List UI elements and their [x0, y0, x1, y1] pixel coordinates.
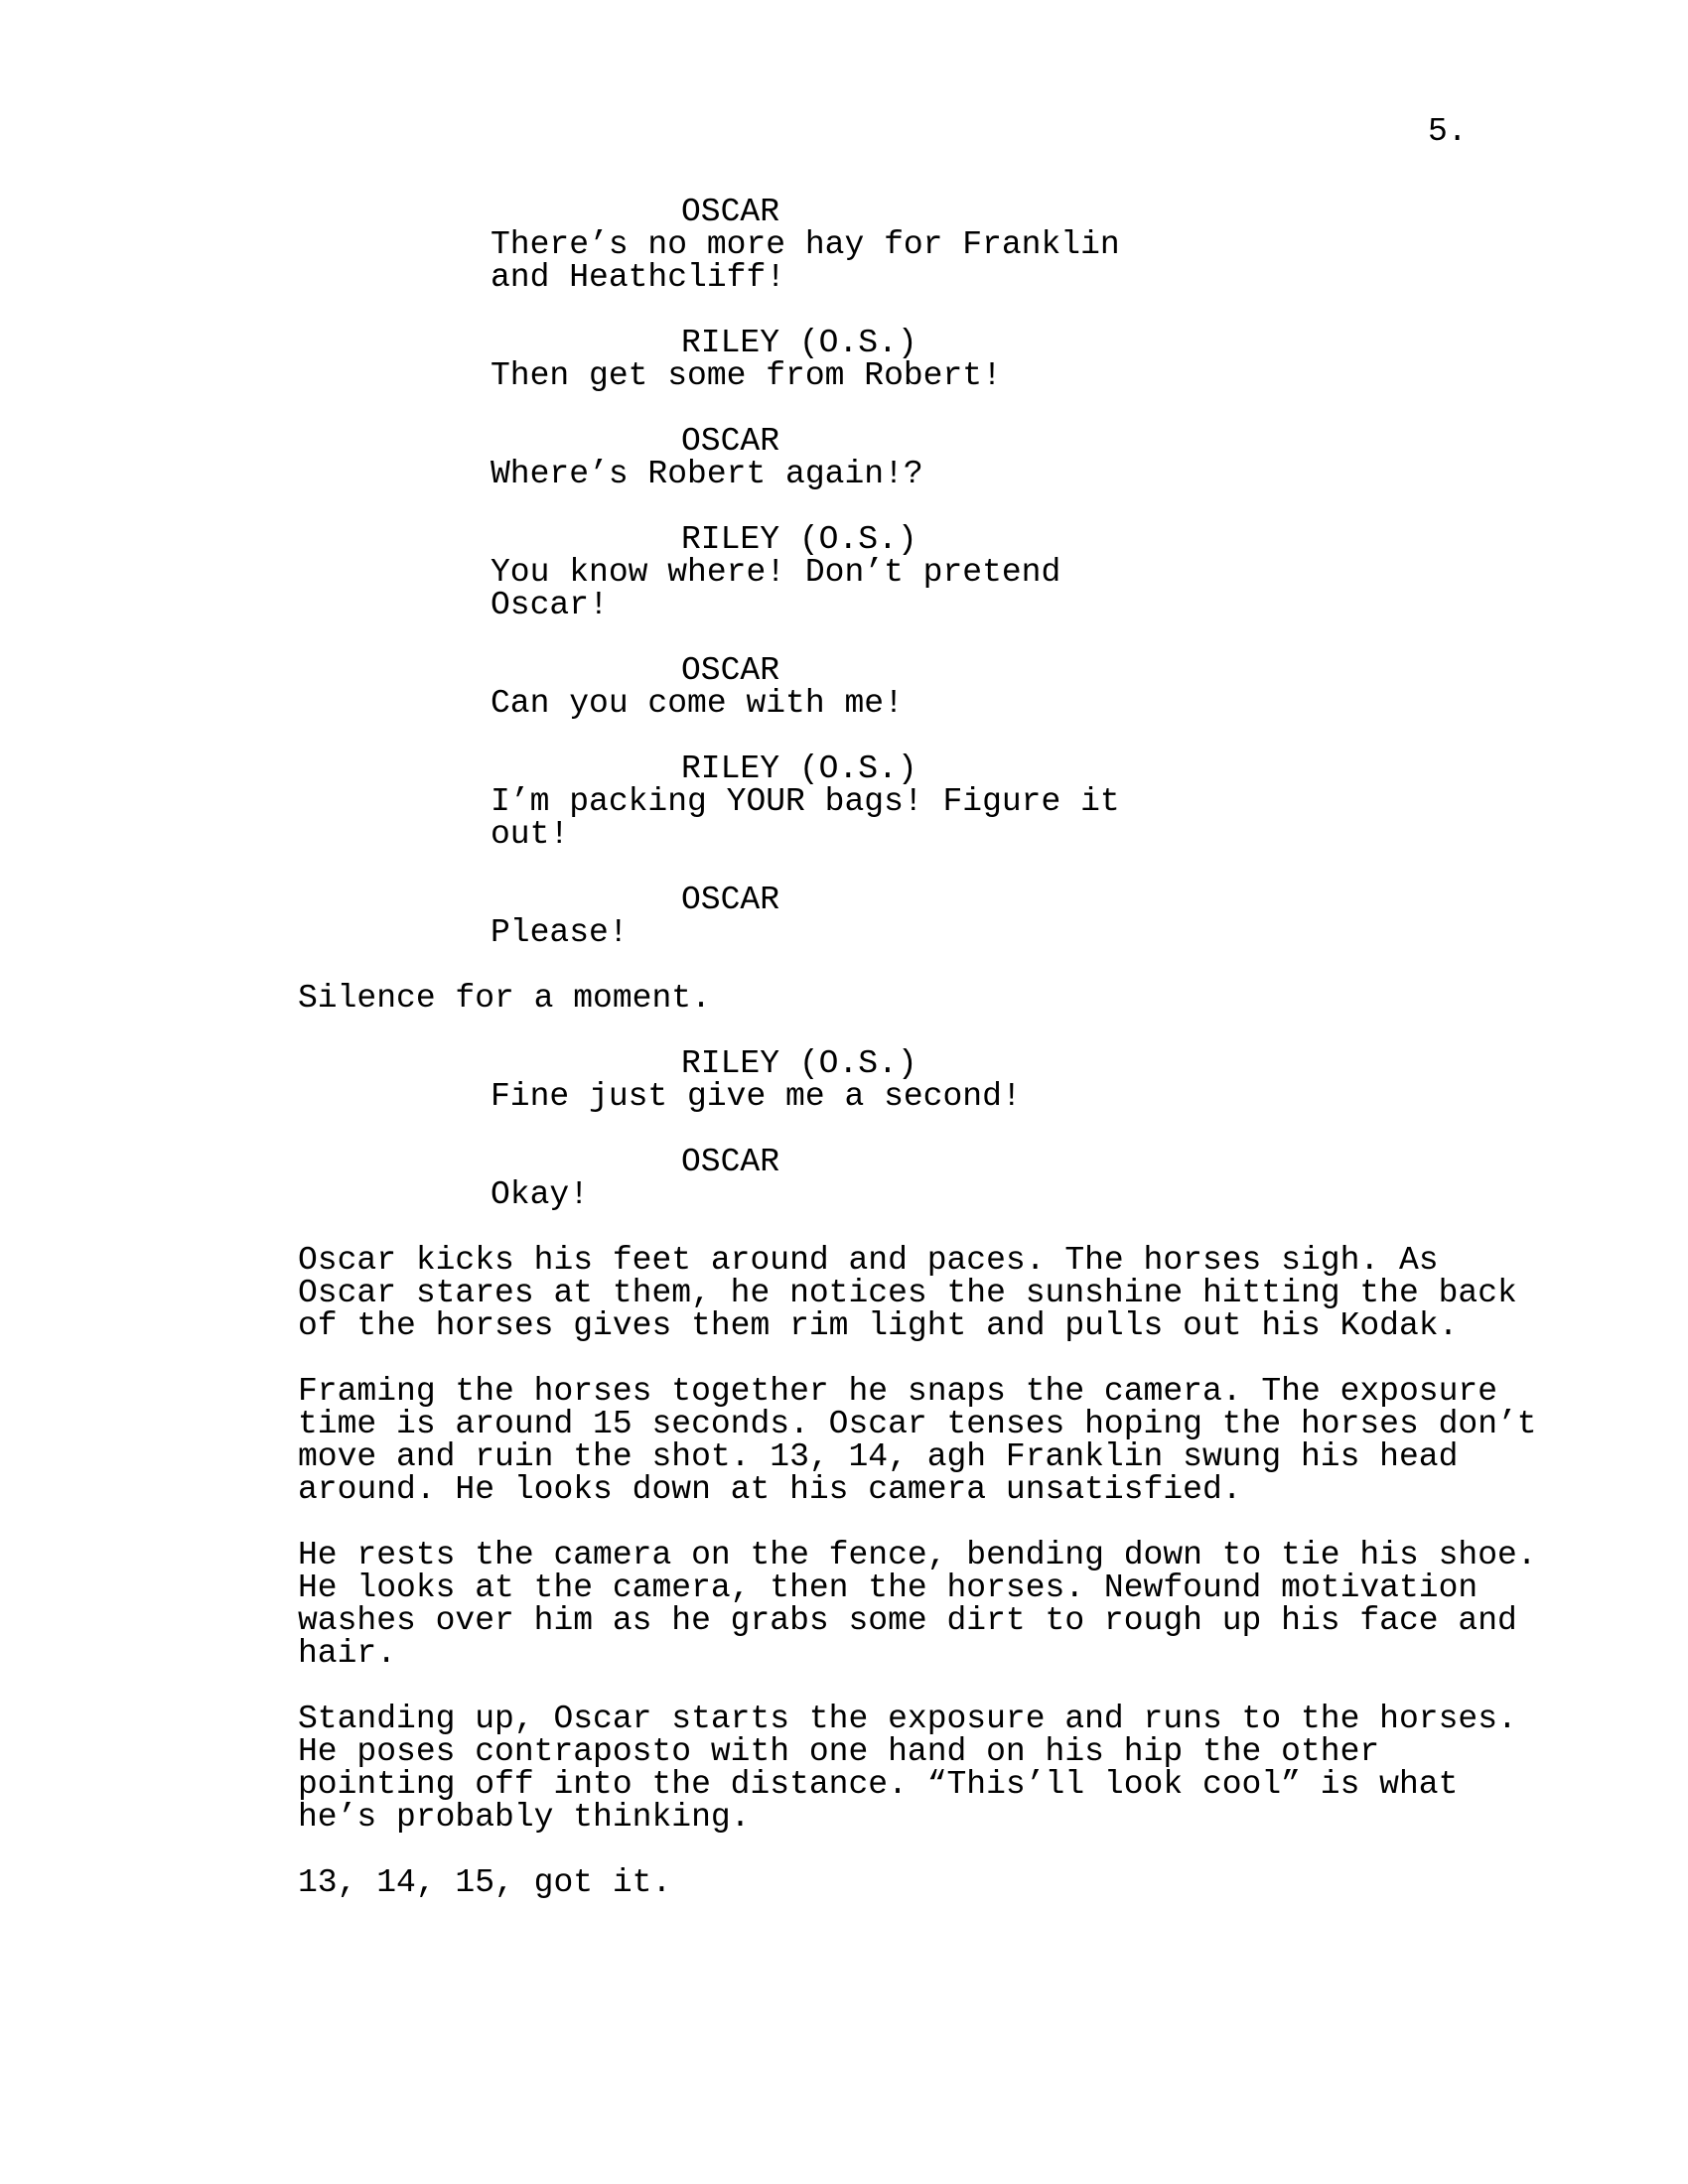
action-line: of the horses gives them rim light and pulls out his Kodak. — [298, 1307, 1459, 1344]
action-line: washes over him as he grabs some dirt to rough up his face and — [298, 1602, 1517, 1639]
dialogue-block — [0, 556, 1688, 621]
action-block — [0, 1375, 1688, 1506]
dialogue-block — [0, 458, 1688, 490]
character-cue: OSCAR — [681, 882, 780, 918]
character-cue: RILEY (O.S.) — [681, 521, 917, 558]
dialogue-line: and Heathcliff! — [491, 259, 786, 296]
character-cue: RILEY (O.S.) — [681, 751, 917, 787]
dialogue-line: Oscar! — [491, 587, 609, 623]
dialogue-line: Please! — [491, 914, 629, 951]
action-line: He looks at the camera, then the horses. Newfound motivation — [298, 1570, 1478, 1606]
character-cue: OSCAR — [681, 194, 780, 230]
page-number: 5. — [1428, 113, 1468, 150]
character-cue: OSCAR — [681, 1144, 780, 1180]
action-line: Silence for a moment. — [298, 980, 711, 1017]
action-block — [0, 1866, 1688, 1899]
action-block — [0, 1539, 1688, 1670]
character-cue: OSCAR — [681, 652, 780, 689]
action-block — [0, 1244, 1688, 1342]
action-line: around. He looks down at his camera unsatisfied. — [298, 1471, 1242, 1508]
dialogue-line: Fine just give me a second! — [491, 1078, 1022, 1115]
dialogue-block — [0, 687, 1688, 720]
dialogue-block — [0, 1178, 1688, 1211]
script-body — [0, 196, 1688, 1932]
action-line: Oscar stares at them, he notices the sunshine hitting the back — [298, 1275, 1517, 1311]
action-line: pointing off into the distance. “This’ll look cool” is what — [298, 1766, 1459, 1803]
action-block — [0, 982, 1688, 1015]
action-line: Oscar kicks his feet around and paces. The horses sigh. As — [298, 1242, 1439, 1279]
character-cue: OSCAR — [681, 423, 780, 460]
action-line: He rests the camera on the fence, bending down to tie his shoe. — [298, 1537, 1537, 1573]
dialogue-line: Then get some from Robert! — [491, 357, 1002, 394]
dialogue-line: Can you come with me! — [491, 685, 904, 722]
action-line: time is around 15 seconds. Oscar tenses hoping the horses don’t — [298, 1406, 1537, 1442]
dialogue-line: There’s no more hay for Franklin — [491, 226, 1120, 263]
dialogue-line: out! — [491, 816, 570, 853]
dialogue-block — [0, 1080, 1688, 1113]
dialogue-block — [0, 228, 1688, 294]
dialogue-line: You know where! Don’t pretend — [491, 554, 1061, 591]
dialogue-block — [0, 359, 1688, 392]
dialogue-block — [0, 916, 1688, 949]
dialogue-block — [0, 785, 1688, 851]
action-line: he’s probably thinking. — [298, 1799, 751, 1836]
dialogue-line: Okay! — [491, 1176, 590, 1213]
dialogue-line: Where’s Robert again!? — [491, 456, 923, 492]
action-line: He poses contraposto with one hand on his hip the other — [298, 1733, 1380, 1770]
action-line: Standing up, Oscar starts the exposure and runs to the horses. — [298, 1701, 1517, 1737]
action-line: Framing the horses together he snaps the camera. The exposure — [298, 1373, 1497, 1410]
action-line: 13, 14, 15, got it. — [298, 1864, 672, 1901]
action-line: hair. — [298, 1635, 397, 1672]
dialogue-line: I’m packing YOUR bags! Figure it — [491, 783, 1120, 820]
character-cue: RILEY (O.S.) — [681, 325, 917, 361]
character-cue: RILEY (O.S.) — [681, 1045, 917, 1082]
action-block — [0, 1703, 1688, 1834]
action-line: move and ruin the shot. 13, 14, agh Franklin swung his head — [298, 1438, 1459, 1475]
